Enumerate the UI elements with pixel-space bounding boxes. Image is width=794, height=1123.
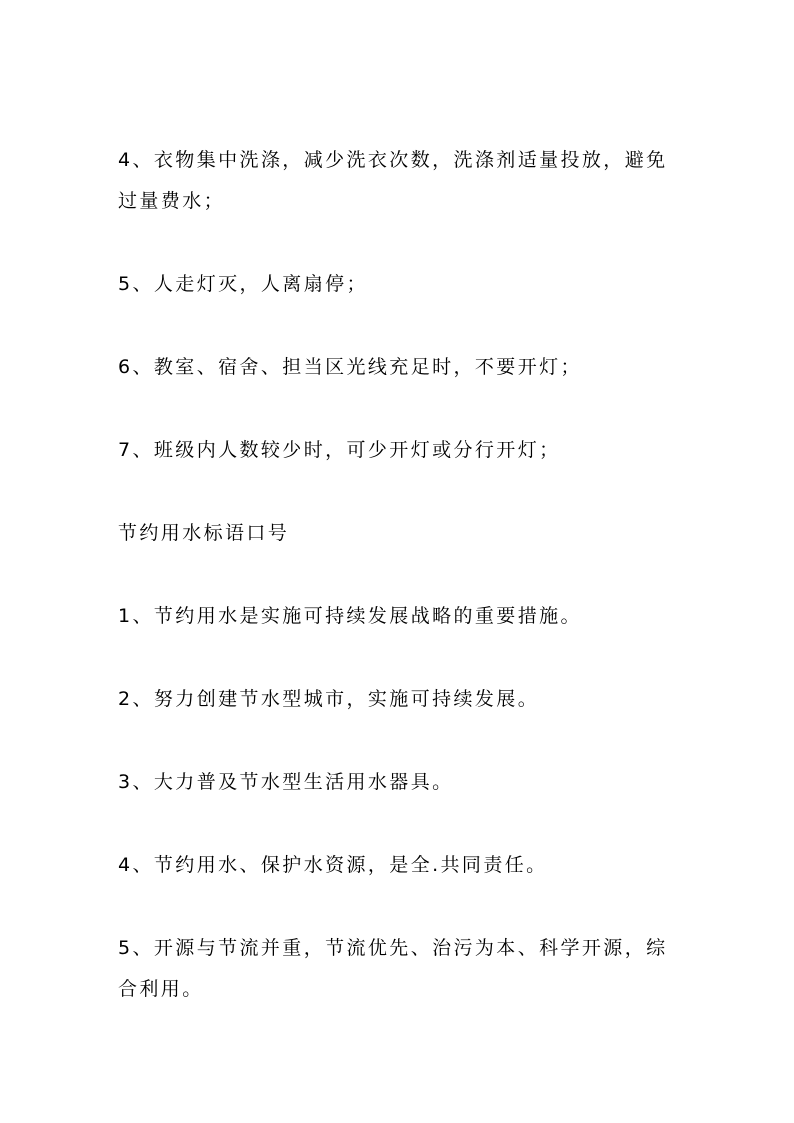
paragraph-lights-off-tip: 5、人走灯灭，人离扇停； — [118, 273, 368, 295]
slogan-5: 5、开源与节流并重，节流优先、治污为本、科学开源，综合利用。 — [118, 937, 668, 1000]
paragraph-laundry-tip: 4、衣物集中洗涤，减少洗衣次数，洗涤剂适量投放，避免过量费水； — [118, 149, 668, 212]
slogan-3: 3、大力普及节水型生活用水器具。 — [118, 771, 454, 793]
section-heading: 节约用水标语口号 — [118, 522, 290, 544]
slogan-1: 1、节约用水是实施可持续发展战略的重要措施。 — [118, 605, 582, 627]
slogan-2: 2、努力创建节水型城市，实施可持续发展。 — [118, 688, 540, 710]
paragraph-daylight-tip: 6、教室、宿舍、担当区光线充足时，不要开灯； — [118, 356, 582, 378]
paragraph-classroom-lights-tip: 7、班级内人数较少时，可少开灯或分行开灯； — [118, 439, 561, 461]
slogan-4: 4、节约用水、保护水资源，是全.共同责任。 — [118, 854, 548, 876]
